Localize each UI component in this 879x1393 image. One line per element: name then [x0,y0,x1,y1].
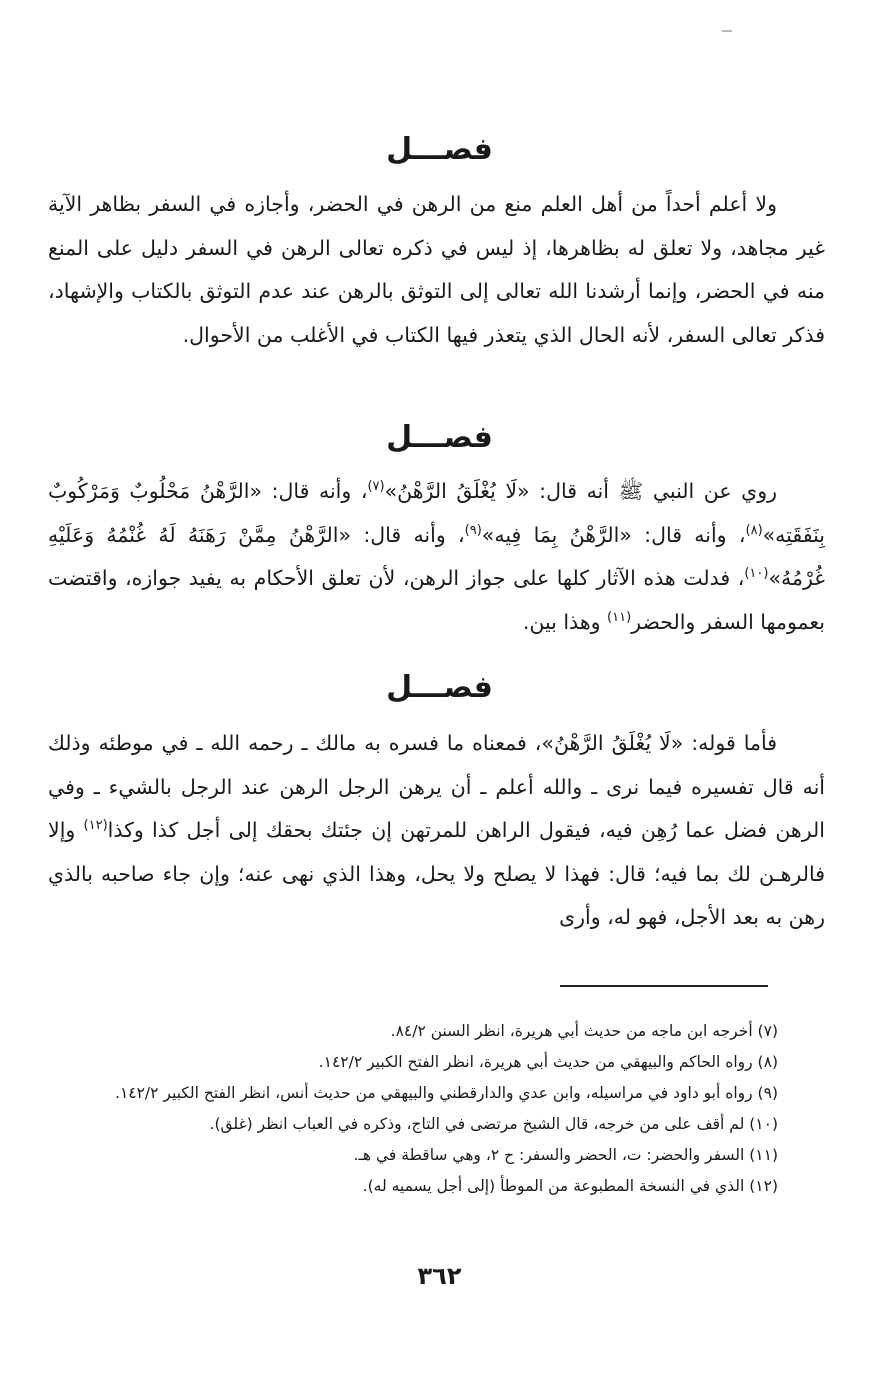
footnote-ref-10: (١٠) [744,566,769,582]
footnote-8: (٨) رواه الحاكم والبيهقي من حديث أبي هريرة، انظر الفتح الكبير ١٤٢/٢. [318,1053,778,1071]
section-2-part-2: ، وأنه قال: «الرَّهْنُ مَحْلُوبٌ وَمَرْكُوبٌ بِنَفَقَتِه» [48,479,825,547]
section-2-part-1: روي عن النبي ﷺ أنه قال: «لَا يُغْلَقُ الرَّهْنُ» [384,479,778,503]
section-2-paragraph [48,470,825,644]
section-heading-2: فصـــل [386,420,493,455]
footnote-ref-11: (١١) [607,609,632,625]
section-1-paragraph [48,183,825,357]
footnote-7: (٧) أخرجه ابن ماجه من حديث أبي هريرة، انظر السنن ٨٤/٢. [390,1022,778,1040]
section-3-part-2: وإلا فالرهـن لك بما فيه؛ قال: فهذا لا يصلح ولا يحل، وهذا الذي نهى عنه؛ وإن جاء صاحبه بالذي رهن به بعد الأجل، فهو له، وأرى [48,818,825,929]
section-2-part-4: ، وأنه قال: «الرَّهْنُ مِمَّنْ رَهَنَهُ لَهُ غُنْمُهُ وَعَلَيْهِ غُرْمُهُ» [48,522,825,590]
footnote-9: (٩) رواه أبو داود في مراسيله، وابن عدي والدارقطني والبيهقي من حديث أنس، انظر الفتح الكبير ١٤٢/٢. [115,1084,778,1102]
footnote-10: (١٠) لم أقف على من خرجه، قال الشيخ مرتضى في التاج، وذكره في العباب انظر (غلق). [209,1115,778,1133]
section-3-text [48,722,825,940]
section-heading-1: فصـــل [386,132,493,167]
section-1-text: ولا أعلم أحداً من أهل العلم منع من الرهن في الحضر، وأجازه في السفر بظاهر الآية غير مجاهد، ولا تعلق له بظاهرها، إذ ليس في ذكره تعالى الرهن في السفر دليل على المنع منه في الحضر، وإنما أرشدنا الله تعالى إلى التوثق بالرهن عند عدم التوثق بالكتاب والإشهاد، فذكر تعالى السفر، لأنه الحال الذي يتعذر فيها الكتاب في الأغلب من الأحوال. [48,192,825,347]
section-3-paragraph [48,722,825,940]
page-number: ٣٦٢ [417,1262,462,1290]
footnote-12: (١٢) الذي في النسخة المطبوعة من الموطأ (إلى أجل يسميه له). [362,1177,778,1195]
footnotes [44,1016,778,1202]
section-2-text [48,470,825,644]
footnote-ref-9: (٩) [464,522,482,538]
section-2-part-6: وهذا بين. [522,609,608,634]
footnote-11: (١١) السفر والحضر: ت، الحضر والسفر: ح ٢، وهي ساقطة في هـ. [353,1146,778,1164]
section-heading-3: فصـــل [386,670,493,705]
footnote-ref-8: (٨) [745,522,763,538]
footnote-ref-12: (١٢) [83,818,108,834]
section-2-part-5: ، فدلت هذه الآثار كلها على جواز الرهن، لأن تعلق الأحكام به يفيد جوازه، واقتضت بعمومها السفر والحضر [48,566,825,634]
section-2-part-3: ، وأنه قال: «الرَّهْنُ بِمَا فِيه» [481,522,746,547]
footnote-ref-7: (٧) [367,479,385,495]
footnote-divider [560,985,768,987]
section-3-part-1: فأما قوله: «لَا يُغْلَقُ الرَّهْنُ»، فمعناه ما فسره به مالك ـ رحمه الله ـ في موطئه وذلك أنه قال تفسيره فيما نرى ـ والله أعلم ـ أن يرهن الرجل الرهن عند الرجل بالشيء ـ وفي الرهن فضل عما رُهِن فيه، فيقول الراهن للمرتهن إن جئتك بحقك إلى أجل كذا وكذا [48,731,825,842]
scan-speck [722,30,732,32]
